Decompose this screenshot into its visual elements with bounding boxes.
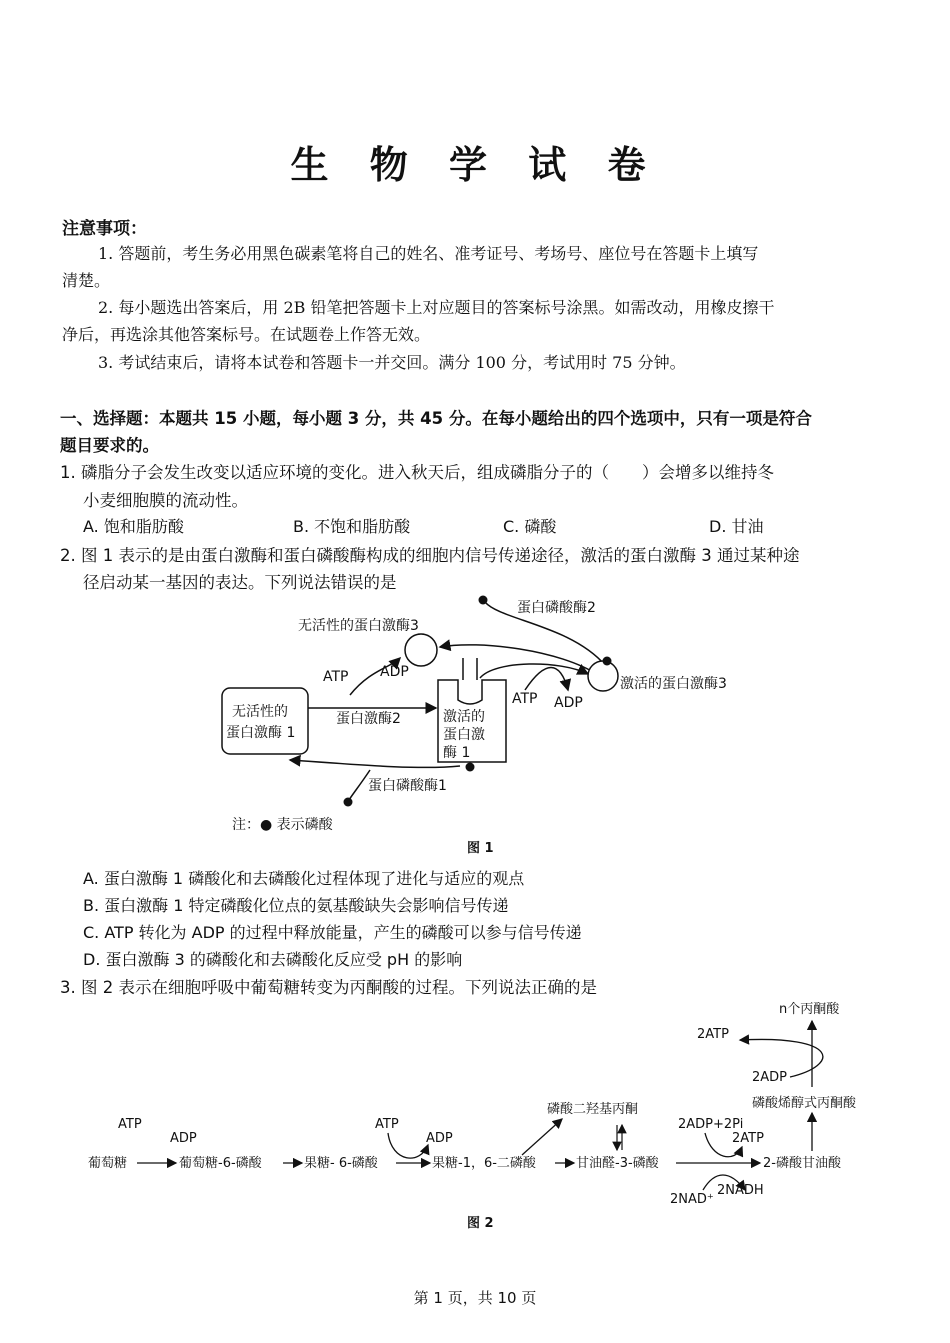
arrow-to-dhap (522, 1119, 562, 1155)
question-1-option-a: A. 饱和脂肪酸 (83, 517, 184, 536)
active-kinase1-label-2: 蛋白激 (443, 727, 485, 743)
two-adp-top-label: 2ADP (752, 1070, 788, 1085)
active-kinase3-circle (588, 661, 618, 691)
page-title: 生 物 学 试 卷 (290, 143, 660, 187)
question-2-stem-cont: 径启动某一基因的表达。下列说法错误的是 (83, 573, 397, 592)
phosphatase1-label: 蛋白磷酸酶1 (368, 778, 447, 794)
adp-a-label: ADP (170, 1131, 197, 1146)
n-pyruvate-label: n个丙酮酸 (779, 1002, 840, 1017)
adp-label-1: ADP (380, 664, 409, 680)
question-1-option-b: B. 不饱和脂肪酸 (293, 517, 411, 536)
inactive-kinase1-box (222, 688, 308, 754)
atp-adp-arrow-2 (525, 668, 568, 691)
active-kinase1-label-3: 酶 1 (443, 745, 471, 761)
atp-label-1: ATP (323, 669, 349, 685)
atp-a-label: ATP (118, 1117, 142, 1132)
page-footer: 第 1 页，共 10 页 (413, 1289, 537, 1307)
question-1-option-d: D. 甘油 (709, 517, 764, 536)
g3p-label: 甘油醛-3-磷酸 (576, 1156, 659, 1171)
two-atp-top-label: 2ATP (697, 1027, 729, 1042)
atp-consume-arrow (388, 1133, 428, 1158)
pep-label: 磷酸烯醇式丙酮酸 (752, 1096, 857, 1111)
figure-1-caption: 图 1 (467, 841, 494, 856)
two-atp-mid-label: 2ATP (732, 1131, 764, 1146)
phosphatase2-label: 蛋白磷酸酶2 (517, 600, 596, 616)
question-1-stem: 1. 磷脂分子会发生改变以适应环境的变化。进入秋天后，组成磷脂分子的（ ）会增多以维持冬 (60, 463, 774, 482)
adp-b-label: ADP (426, 1131, 453, 1146)
g6p-label: 葡萄糖-6-磷酸 (179, 1156, 262, 1171)
question-2-option-b: B. 蛋白激酶 1 特定磷酸化位点的氨基酸缺失会影响信号传递 (83, 896, 509, 915)
notice-item-2-cont: 净后，再选涂其他答案标号。在试题卷上作答无效。 (62, 325, 431, 344)
section-heading: 一、选择题：本题共 15 小题，每小题 3 分，共 45 分。在每小题给出的四个选项中，只有一项是符合 (60, 409, 812, 428)
f16bp-label: 果糖-1，6-二磷酸 (432, 1156, 536, 1171)
active-kinase3-label: 激活的蛋白激酶3 (620, 676, 727, 692)
atp-b-label: ATP (375, 1117, 399, 1132)
inactive-kinase1-label-1: 无活性的 (232, 704, 288, 720)
dhap-label: 磷酸二羟基丙酮 (547, 1102, 639, 1117)
question-1-stem-cont: 小麦细胞膜的流动性。 (83, 491, 248, 510)
nad-label: 2NAD⁺ (670, 1192, 714, 1207)
glucose-label: 葡萄糖 (88, 1156, 128, 1171)
question-2-option-d: D. 蛋白激酶 3 的磷酸化和去磷酸化反应受 pH 的影响 (83, 950, 463, 969)
phosphate-dot-k1 (466, 763, 475, 772)
adp-label-2: ADP (554, 695, 583, 711)
notice-item-3: 3. 考试结束后，请将本试卷和答题卡一并交回。满分 100 分，考试用时 75 分钟。 (98, 353, 686, 372)
phosphate-dot-released (344, 798, 353, 807)
figure-1-diagram (0, 590, 950, 860)
f6p-label: 果糖- 6-磷酸 (304, 1156, 378, 1171)
question-2-option-c: C. ATP 转化为 ADP 的过程中释放能量，产生的磷酸可以参与信号传递 (83, 923, 582, 942)
inactive-kinase1-label-2: 蛋白激酶 1 (226, 725, 296, 741)
question-1-option-c: C. 磷酸 (503, 517, 557, 536)
question-3-stem: 3. 图 2 表示在细胞呼吸中葡萄糖转变为丙酮酸的过程。下列说法正确的是 (60, 978, 597, 997)
phosphatase1-arrow (290, 760, 460, 767)
section-heading-cont: 题目要求的。 (60, 436, 159, 455)
kinase1-notch (463, 658, 477, 680)
notice-item-1-cont: 清楚。 (62, 271, 111, 290)
phosphatase1-release (349, 770, 370, 800)
inactive-kinase3-circle (405, 634, 437, 666)
kinase2-label: 蛋白激酶2 (336, 711, 401, 727)
notice-item-1: 1. 答题前，考生务必用黑色碳素笔将自己的姓名、准考证号、考场号、座位号在答题卡上填写 (98, 244, 759, 263)
phosphate-dot-k3 (603, 657, 612, 666)
pg2-label: 2-磷酸甘油酸 (763, 1156, 841, 1171)
inactive-kinase3-label: 无活性的蛋白激酶3 (298, 618, 419, 634)
phosphate-dot (479, 596, 488, 605)
notice-heading: 注意事项： (62, 219, 147, 239)
figure-1-note: 注：● 表示磷酸 (232, 817, 333, 833)
question-2-option-a: A. 蛋白激酶 1 磷酸化和去磷酸化过程体现了进化与适应的观点 (83, 869, 525, 888)
nadh-label: 2NADH (717, 1183, 764, 1198)
active-kinase1-label-1: 激活的 (443, 709, 485, 725)
figure-2-caption: 图 2 (467, 1216, 494, 1231)
atp-label-2: ATP (512, 691, 538, 707)
notice-item-2: 2. 每小题选出答案后，用 2B 铅笔把答题卡上对应题目的答案标号涂黑。如需改动，用橡皮擦干 (98, 298, 775, 317)
figure-2-diagram (0, 995, 950, 1235)
question-2-stem: 2. 图 1 表示的是由蛋白激酶和蛋白磷酸酶构成的细胞内信号传递途径，激活的蛋白激酶 3 通过某种途 (60, 546, 800, 565)
activation-arrow (480, 664, 588, 678)
adp-pi-label: 2ADP+2Pi (678, 1117, 744, 1132)
